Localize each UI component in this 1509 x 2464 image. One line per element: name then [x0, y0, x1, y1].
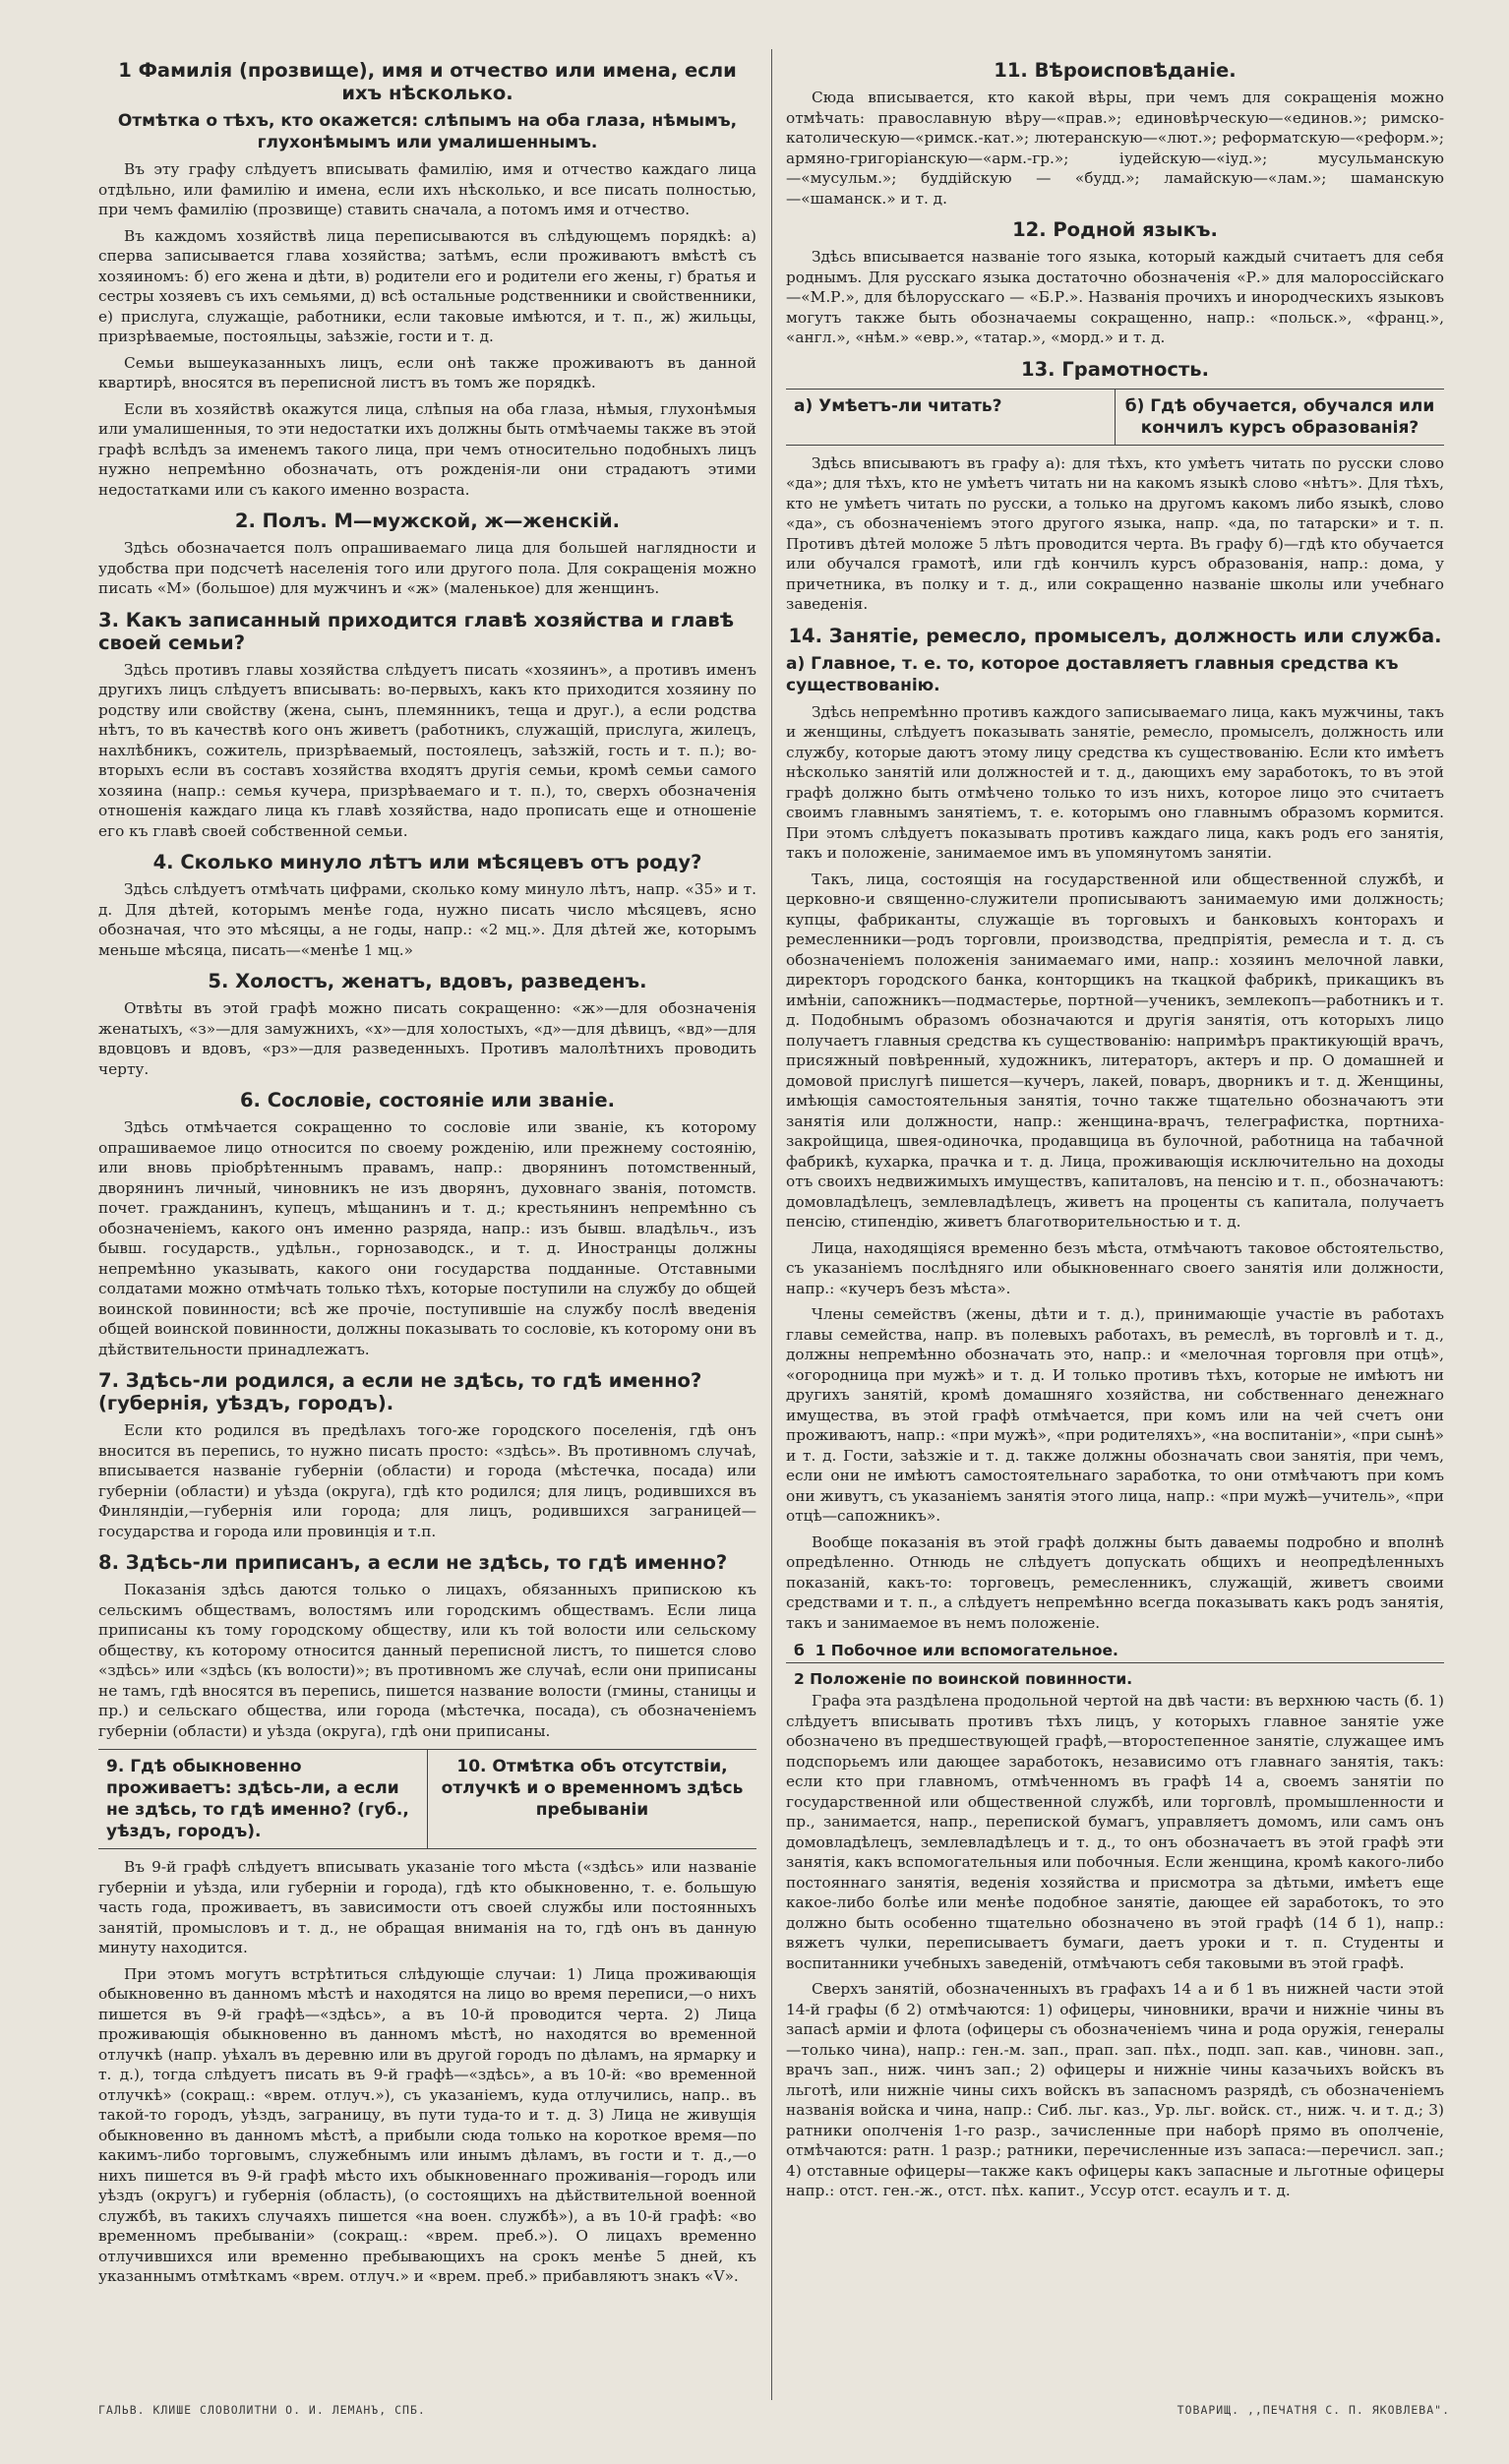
section-14-paragraph: Такъ, лица, состоящія на государственной или общественной службѣ, и церковно-и священно-служители прописываютъ занимаемую ими должность; купцы, фабриканты, служащіе въ торговыхъ и банковыхъ конторахъ и ремесленники—родъ торговли, производства, предпріятія, ремесла и т. д. съ обозначеніемъ положенія занимаемаго ими, напр.: хозяинъ мелочной лавки, директоръ городского банка, конторщикъ на ткацкой фабрикѣ, прикащикъ въ имѣніи, сапожникъ—подмастерье, портной—ученикъ, землекопъ—работникъ и т. д. Подобнымъ образомъ обозначаются и другія занятія, отъ которыхъ лицо получаетъ главныя средства къ существованію: напримѣръ практикующій врачъ, присяжный повѣренный, художникъ, литераторъ, актеръ и пр. О домашней и домовой прислугѣ пишется—кучеръ, лакей, поваръ, дворникъ и т. д. Женщины, имѣющія самостоятельныя занятія, точно также тщательно обозначаютъ эти занятія или должности, напр.: женщина-врачъ, телеграфистка, портниха-закройщица, швея-одиночка, продавщица въ булочной, работница на табачной фабрикѣ, кухарка, прачка и т. д. Лица, проживающія исключительно на доходы отъ своихъ недвижимыхъ имуществъ, капиталовъ, на пенсію и т. п., обозначаютъ: домовладѣлецъ, землевладѣлецъ, живетъ на проценты съ капитала, получаетъ пенсію, стипендію, живетъ благотворительностью и т. д. [786, 870, 1444, 1231]
section-5-title: 5. Холостъ, женатъ, вдовъ, разведенъ. [208, 970, 647, 992]
section-14-paragraph: Лица, находящіяся временно безъ мѣста, отмѣчаютъ таковое обстоятельство, съ указаніемъ послѣдняго или обыкновеннаго своего занятія или должности, напр.: «кучеръ безъ мѣста». [786, 1238, 1444, 1297]
section-13b-title: б) Гдѣ обучается, обучался или кончилъ курсъ образованія? [1124, 395, 1435, 438]
section-11-paragraph: Сюда вписывается, кто какой вѣры, при чемъ для сокращенія можно отмѣчать: православную вѣру—«прав.»; единовѣрческую—«единов.»; римско-католическую—«римск.-кат.»; лютеранскую—«лют.»; реформатскую—«реформ.»; армяно-григоріанскую—«арм.-гр.»; іудейскую—«іуд.»; мусульманскую—«мусульм.»; буддійскую — «будд.»; ламайскую—«лам.»; шаманскую—«шаманск.» и т. д. [786, 89, 1444, 208]
section-3-title: 3. Какъ записанный приходится главѣ хозяйства и главѣ своей семьи? [98, 608, 735, 654]
columns [98, 49, 1450, 2400]
section-14b2-title: 2 Положеніе по воинской повинности. [794, 1670, 1133, 1688]
section-10-header [428, 1750, 756, 1848]
section-14b-letter: б [794, 1642, 805, 1659]
section-6-paragraph: Здѣсь отмѣчается сокращенно то сословіе или званіе, къ которому опрашиваемое лицо относится по своему рожденію, или прежнему состоянію, или вновь пріобрѣтеннымъ правамъ, напр.: дворянинъ потомственный, дворянинъ личный, чиновникъ не изъ дворянъ, духовнаго званія, потомств. почет. гражданинъ, купецъ, мѣщанинъ и т. д.; крестьянинъ непремѣнно съ обозначеніемъ, какого онъ именно разряда, напр.: изъ бывш. владѣльч., изъ бывш. государств., удѣльн., горнозаводск., и т. д. Иностранцы должны непремѣнно указывать, какого они государства подданные. Отставными солдатами можно отмѣчать только тѣхъ, которые поступили на службу до общей воинской повинности; всѣ же прочіе, поступившіе на службу послѣ введенія общей воинской повинности, должны показывать то сословіе, къ которому они въ дѣйствительности принадлежатъ. [98, 1118, 756, 1358]
section-14-paragraph: Члены семействъ (жены, дѣти и т. д.), принимающіе участіе въ работахъ главы семейства, напр. въ полевыхъ работахъ, въ ремеслѣ, въ торговлѣ и т. д., должны непремѣнно обозначать это, напр.: и «мелочная торговля при отцѣ», «огородница при мужѣ» и т. д. И только противъ тѣхъ, которые не имѣютъ ни другихъ занятій, кромѣ домашняго хозяйства, ни собственнаго денежнаго имущества, въ этой графѣ отмѣчается, при комъ или на чей счетъ они проживаютъ, напр.: «при мужѣ», «при родителяхъ», «на воспитаніи», «при сынѣ» и т. д. Гости, заѣзжіе и т. д. также должны обозначать свои занятія, при чемъ, если они не имѣютъ самостоятельнаго заработка, то они отмѣчаютъ при комъ они живутъ, съ указаніемъ занятія этого лица, напр.: «при мужѣ—учитель», «при отцѣ—сапожникъ». [786, 1305, 1444, 1525]
right-column [771, 49, 1444, 2400]
section-12-title: 12. Родной языкъ. [1012, 218, 1218, 241]
section-1-paragraph: Въ эту графу слѣдуетъ вписывать фамилію, имя и отчество каждаго лица отдѣльно, или фамилію и имена, если ихъ нѣсколько, и все писать полностью, при чемъ фамилію (прозвище) ставить сначала, а потомъ имя и отчество. [98, 160, 756, 218]
section-9-paragraph: При этомъ могутъ встрѣтиться слѣдующіе случаи: 1) Лица проживающія обыкновенно въ данномъ мѣстѣ и находятся на лицо во время переписи,—о нихъ пишется въ 9-й графѣ—«здѣсь», а въ 10-й проводится черта. 2) Лица проживающія обыкновенно въ данномъ мѣстѣ, но находятся во временной отлучкѣ (напр. уѣхалъ въ деревню или въ другой городъ по дѣламъ, на ярмарку и т. д.), тогда слѣдуетъ писать въ 9-й графѣ—«здѣсь», а въ 10-й: «во временной отлучкѣ» (сокращ.: «врем. отлуч.»), съ указаніемъ, куда отлучились, напр.. въ такой-то городъ, уѣздъ, заграницу, въ пути туда-то и т. д. 3) Лица не живущія обыкновенно въ данномъ мѣстѣ, а прибыли сюда только на короткое время—по какимъ-либо торговымъ, служебнымъ или инымъ дѣламъ, въ гости и т. д.,—о нихъ пишется въ 9-й графѣ мѣсто ихъ обыкновеннаго проживанія—городъ или уѣздъ (округъ) и губернія (область), (о состоящихъ на дѣйствительной военной службѣ, въ такихъ случаяхъ пишется «на воен. службѣ»), а въ 10-й графѣ: «во временномъ пребываніи» (сокращ.: «врем. преб.»). О лицахъ временно отлучившихся или временно пребывающихъ на срокъ менѣе 5 дней, къ указаннымъ отмѣткамъ «врем. отлуч.» и «врем. преб.» прибавляютъ знакъ «V». [98, 1964, 756, 2285]
section-13a [786, 390, 1116, 445]
section-11-title: 11. Вѣроисповѣданіе. [994, 59, 1237, 82]
section-1-subtitle: Отмѣтка о тѣхъ, кто окажется: слѣпымъ на оба глаза, нѣмымъ, глухонѣмымъ или умалишеннымъ. [117, 111, 738, 152]
page-footer [98, 2400, 1450, 2421]
left-column [98, 49, 756, 2400]
section-14b-paragraph: Сверхъ занятій, обозначенныхъ въ графахъ 14 а и б 1 въ нижней части этой 14-й графы (б 2) отмѣчаются: 1) офицеры, чиновники, врачи и нижніе чины въ запасѣ арміи и флота (офицеры съ обозначеніемъ чина и рода оружія, генералы—только чина), напр.: ген.-м. зап., прап. зап. пѣх., подп. зап. кав., чиновн. зап., врачъ зап., ниж. чинъ зап.; 2) офицеры и нижніе чины казачьихъ войскъ въ льготѣ, или нижніе чины сихъ войскъ въ запасномъ разрядѣ, съ обозначеніемъ названія войска и чина, напр.: Сиб. льг. каз., Ур. льг. войск. ст., ниж. ч. и т. д.; 3) ратники ополченія 1-го разр., зачисленные при наборѣ прямо въ ополченіе, отмѣчаются: ратн. 1 разр.; ратники, перечисленные изъ запаса:—перечисл. зап.; 4) отставные офицеры—также какъ офицеры какъ запасные и льготные офицеры напр.: отст. ген.-ж., отст. пѣх. капит., Уссур отст. есаулъ и т. д. [786, 1980, 1444, 2199]
section-1-paragraph: Семьи вышеуказанныхъ лицъ, если онѣ также проживаютъ въ данной квартирѣ, вносятся въ переписной листъ въ томъ же порядкѣ. [98, 353, 756, 391]
section-5-paragraph: Отвѣты въ этой графѣ можно писать сокращенно: «ж»—для обозначенія женатыхъ, «з»—для замужнихъ, «х»—для холостыхъ, «д»—для дѣвицъ, «вд»—для вдовцовъ и вдовъ, «рз»—для разведенныхъ. Противъ малолѣтнихъ проводить черту. [98, 999, 756, 1078]
section-9-paragraph: Въ 9-й графѣ слѣдуетъ вписывать указаніе того мѣста («здѣсь» или названіе губерніи и уѣзда, или губерніи и города), гдѣ кто обыкновенно, т. е. большую часть года, проживаетъ, въ зависимости отъ своей службы или постоянныхъ занятій, промысловъ и т. д., не обращая вниманія на то, гдѣ онъ въ данную минуту находится. [98, 1858, 756, 1956]
section-12-paragraph: Здѣсь вписывается названіе того языка, который каждый считаетъ для себя роднымъ. Для русскаго языка достаточно обозначенія «Р.» для малороссійскаго—«М.Р.», для бѣлорусскаго — «Б.Р.». Названія прочихъ и инородческихъ языковъ могутъ также быть обозначаемы сокращенно, напр.: «польск.», «франц.», «англ.», «нѣм.» «евр.», «татар.», «морд.» и т. д. [786, 248, 1444, 346]
section-9-header [98, 1750, 428, 1848]
section-14a-title: а) Главное, т. е. то, которое доставляетъ главныя средства къ существованію. [786, 653, 1399, 695]
section-2-paragraph: Здѣсь обозначается полъ опрашиваемаго лица для большей наглядности и удобства при подсчетѣ населенія того или другого пола. Для сокращенія можно писать «М» (большое) для мужчинъ и «ж» (маленькое) для женщинъ. [98, 539, 756, 597]
section-7-title: 7. Здѣсь-ли родился, а если не здѣсь, то гдѣ именно? (губернія, уѣздъ, городъ). [98, 1369, 702, 1414]
section-7-paragraph: Если кто родился въ предѣлахъ того-же городского поселенія, гдѣ онъ вносится въ перепись, то нужно писать просто: «здѣсь». Въ противномъ случаѣ, вписывается названіе губерніи (области) и города (мѣстечка, посада) или губерніи (области) и уѣзда (округа), гдѣ кто родился; для лицъ, родившихся въ Финляндіи,—губернія или города; для лицъ, родившихся заграницей—государства и города или провинція и т.п. [98, 1421, 756, 1540]
section-10-title: 10. Отмѣтка объ отсутствіи, отлучкѣ и о временномъ здѣсь пребываніи [441, 1757, 744, 1820]
section-14b-header [786, 1641, 1444, 1689]
section-2-title: 2. Полъ. М—мужской, ж—женскій. [234, 510, 621, 532]
section-13a-title: а) Умѣетъ-ли читать? [794, 395, 1002, 416]
section-14b-paragraph: Графа эта раздѣлена продольной чертой на двѣ части: въ верхнюю часть (б. 1) слѣдуетъ вписывать противъ тѣхъ лицъ, у которыхъ главное занятіе уже обозначено въ предшествующей графѣ,—второстепенное занятіе, служащее имъ подспорьемъ или дающее заработокъ, независимо отъ главнаго занятія, такъ: если кто при главномъ, отмѣченномъ въ графѣ 14 а, своемъ занятіи по государственной или общественной службѣ, или торговлѣ, промышленности и пр., занимается, напр., перепиской бумагъ, управляетъ домомъ, или самъ онъ домовладѣлецъ, землевладѣлецъ и т. д., то онъ обозначаетъ въ этой графѣ эти занятія, какъ вспомогательныя или побочныя. Если женщина, кромѣ какого-либо постояннаго занятія, веденія хозяйства и присмотра за дѣтьми, имѣетъ еще какое-либо болѣе или менѣе подобное занятіе, дающее ей заработокъ, то это должно быть особенно тщательно обозначено въ этой графѣ (14 б 1), напр.: вяжетъ чулки, переписываетъ бумаги, даетъ уроки и т. п. Студенты и воспитанники учебныхъ заведеній, отмѣчаютъ себя таковыми въ этой графѣ. [786, 1692, 1444, 1972]
section-1-paragraph: Въ каждомъ хозяйствѣ лица переписываются въ слѣдующемъ порядкѣ: а) сперва записывается глава хозяйства; затѣмъ, если проживаютъ вмѣстѣ съ хозяиномъ: б) его жена и дѣти, в) родители его и родители его жены, г) братья и сестры хозяевъ съ ихъ семьями, д) всѣ остальные родственники и свойственники, е) прислуга, служащіе, работники, если таковые имѣются, и т. п., ж) жильцы, призрѣваемые, постояльцы, заѣзжіе, гости и т. д. [98, 226, 756, 345]
section-8-title: 8. Здѣсь-ли приписанъ, а если не здѣсь, то гдѣ именно? [98, 1551, 728, 1574]
section-8-paragraph: Показанія здѣсь даются только о лицахъ, обязанныхъ припискою къ сельскимъ обществамъ, волостямъ или городскимъ обществамъ. Если лица приписаны къ тому городскому обществу, или къ той волости или сельскому обществу, къ которому относится данный переписной листъ, то пишется слово «здѣсь» или «здѣсь (къ волости)»; въ противномъ же случаѣ, если они приписаны не тамъ, гдѣ вносятся въ перепись, пишется название волости (гмины, станицы и пр.) и сельскаго общества, или города (мѣстечка, посада), съ обозначеніемъ губерніи (области) и уѣзда (округа), гдѣ они приписаны. [98, 1581, 756, 1740]
section-13-subheader [786, 389, 1444, 446]
section-14b-label [786, 1641, 1444, 1663]
section-3-paragraph: Здѣсь противъ главы хозяйства слѣдуетъ писать «хозяинъ», а противъ именъ другихъ лицъ слѣдуетъ вписывать: во-первыхъ, какъ кто приходится хозяину по родству или свойству (жена, сынъ, племянникъ, теща и друг.), а если родства нѣтъ, то въ качествѣ кого онъ живетъ (работникъ, служащій, прислуга, жилецъ, нахлѣбникъ, сожитель, призрѣваемый, постоялецъ, заѣзжій, гость и т. п.); во-вторыхъ если въ составъ хозяйства входятъ другія семьи, кромѣ семьи самого хозяина (напр.: семья кучера, призрѣваемаго и т. п.), то, сверхъ обозначенія отношенія каждаго лица къ главѣ хозяйства, надо прописать еще и отношеніе его къ главѣ своей собственной семьи. [98, 660, 756, 840]
section-14-paragraph: Вообще показанія въ этой графѣ должны быть даваемы подробно и вполнѣ опредѣленно. Отнюдь не слѣдуетъ допускать общихъ и неопредѣленныхъ показаній, какъ-то: торговецъ, ремесленникъ, служащій, живетъ своими средствами и т. п., а слѣдуетъ непремѣнно всегда показывать какъ родъ занятія, такъ и занимаемое въ немъ положеніе. [786, 1532, 1444, 1632]
section-4-paragraph: Здѣсь слѣдуетъ отмѣчать цифрами, сколько кому минуло лѣтъ, напр. «35» и т. д. Для дѣтей, которымъ менѣе года, нужно писать число мѣсяцевъ, ясно обозначая, что это мѣсяцы, а не годы, напр.: «2 мц.». Для дѣтей же, которымъ меньше мѣсяца, писать—«менѣе 1 мц.» [98, 880, 756, 959]
section-13-title: 13. Грамотность. [1021, 357, 1209, 381]
footer-left-imprint: ГАЛЬВ. КЛИШЕ СЛОВОЛИТНИ О. И. ЛЕМАНЪ, СПБ. [98, 2403, 426, 2417]
section-13b [1116, 390, 1444, 445]
section-13-paragraph: Здѣсь вписываютъ въ графу а): для тѣхъ, кто умѣетъ читать по русски слово «да»; для тѣхъ, кто не умѣетъ читать ни на какомъ языкѣ слово «нѣтъ». Для тѣхъ, кто не умѣетъ читать по русски, а только на другомъ какомъ либо языкѣ, слово «да», съ обозначеніемъ этого другого языка, напр. «да, по татарски» и т. п. Противъ дѣтей моложе 5 лѣтъ проводится черта. Въ графу б)—гдѣ кто обучается или обучался грамотѣ, или гдѣ кончилъ курсъ образованія, напр.: дома, у причетника, въ полку и т. д., или сокращенно названіе школы или учебнаго заведенія. [786, 453, 1444, 613]
section-4-title: 4. Сколько минуло лѣтъ или мѣсяцевъ отъ роду? [152, 851, 702, 873]
section-1-title: 1 Фамилія (прозвище), имя и отчество или имена, если ихъ нѣсколько. [118, 59, 737, 104]
section-14b1-title: 1 Побочное или вспомогательное. [815, 1642, 1118, 1659]
section-14-title: 14. Занятіе, ремесло, промыселъ, должность или служба. [788, 624, 1442, 647]
section-9-title: 9. Гдѣ обыкновенно проживаетъ: здѣсь-ли, а если не здѣсь, то гдѣ именно? (губ., уѣздъ, городъ). [106, 1757, 409, 1841]
footer-right-imprint: ТОВАРИЩ. ,,ПЕЧАТНЯ С. П. ЯКОВЛЕВА". [1177, 2403, 1450, 2417]
section-6-title: 6. Сословіе, состояніе или званіе. [239, 1089, 616, 1112]
section-14-paragraph: Здѣсь непремѣнно противъ каждого записываемаго лица, какъ мужчины, такъ и женщины, слѣдуетъ показывать занятіе, ремесло, промыселъ, должность или службу, которые даютъ этому лицу средства къ существованію. Если кто имѣетъ нѣсколько занятій или должностей и т. д., дающихъ ему заработокъ, то въ этой графѣ должно быть отмѣчено только то изъ нихъ, которое лицо это считаетъ своимъ главнымъ занятіемъ, т. е. которымъ оно главнымъ образомъ кормится. При этомъ слѣдуетъ показывать противъ каждаго лица, какъ родъ его занятія, такъ и положеніе, занимаемое имъ въ упомянутомъ занятіи. [786, 702, 1444, 862]
sections-9-10-header [98, 1749, 756, 1849]
section-1-paragraph: Если въ хозяйствѣ окажутся лица, слѣпыя на оба глаза, нѣмыя, глухонѣмыя или умалишенныя, то эти недостатки ихъ должны быть отмѣчаемы также въ этой графѣ вслѣдъ за именемъ такого лица, при чемъ относительно подобныхъ лицъ нужно непремѣнно обозначать, отъ рожденія-ли они страдаютъ этими недостатками или съ какого именно возраста. [98, 399, 756, 499]
